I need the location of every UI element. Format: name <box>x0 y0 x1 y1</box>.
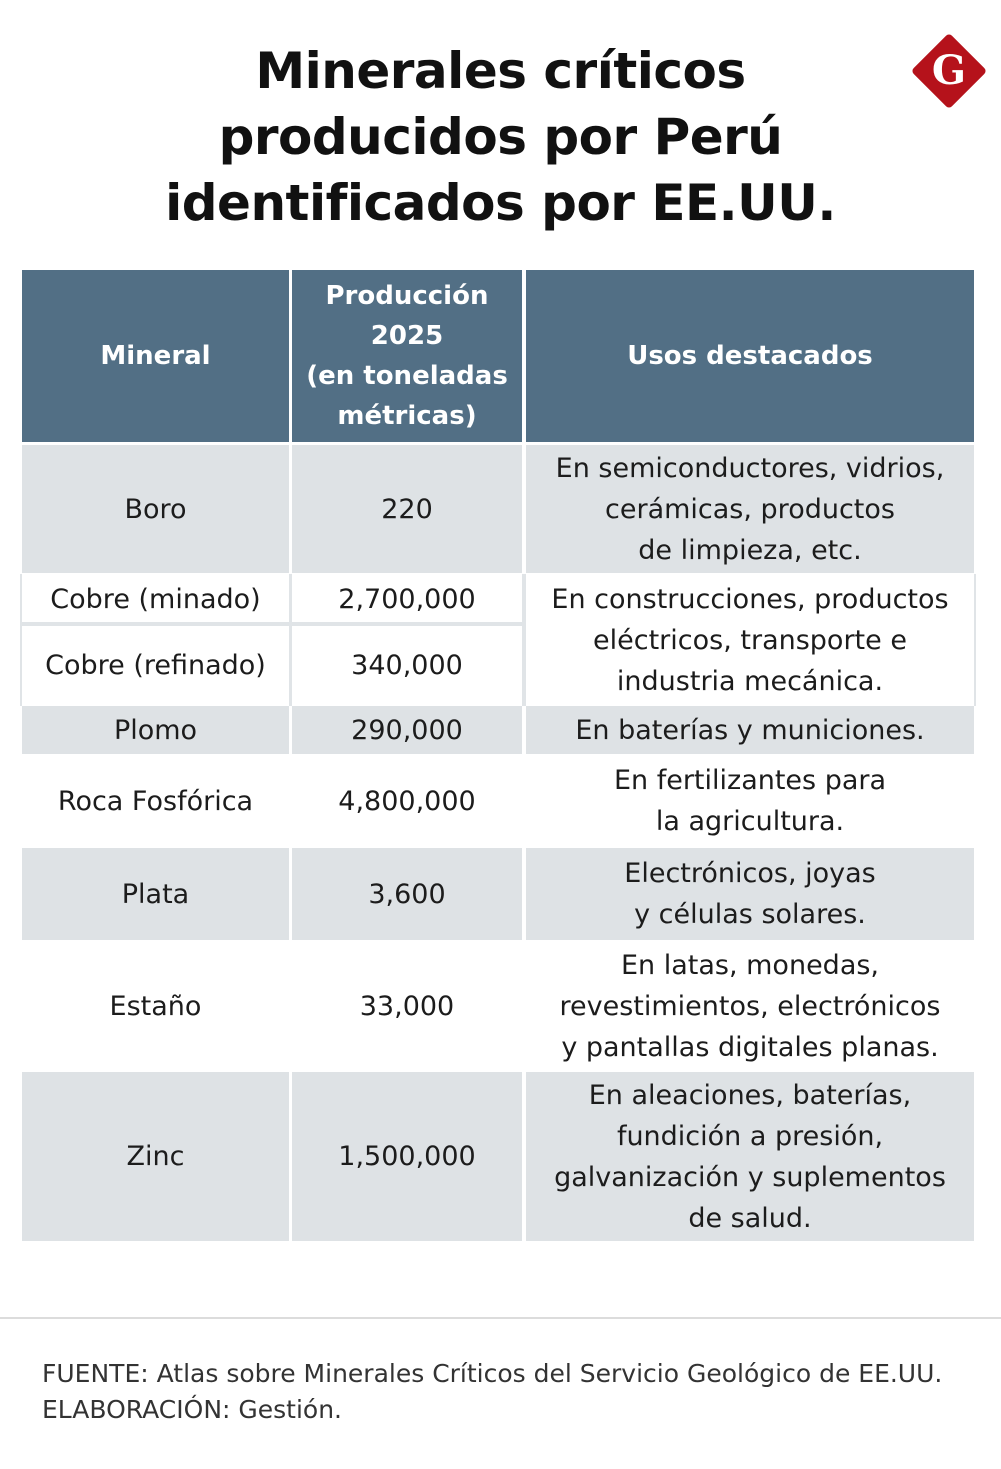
table-cell-production: 1,500,000 <box>292 1072 522 1241</box>
table-cell-uses: En baterías y municiones. <box>526 706 974 754</box>
source-text: FUENTE: Atlas sobre Minerales Críticos del Servicio Geológico de EE.UU. <box>42 1359 943 1388</box>
table-cell-mineral: Cobre (minado) <box>22 576 289 622</box>
gestion-logo-icon <box>912 34 986 108</box>
table-cell-production: 33,000 <box>292 943 522 1069</box>
table-cell-mineral: Boro <box>22 445 289 573</box>
table-cell-uses <box>526 445 974 573</box>
uses-line: de salud. <box>688 1202 812 1234</box>
table-cell-uses-cobre <box>526 576 974 704</box>
header-production-line: 2025 <box>370 321 444 351</box>
cell-border <box>522 574 526 706</box>
uses-line: Electrónicos, joyas <box>624 858 876 889</box>
table-cell-mineral: Plomo <box>22 706 289 754</box>
uses-line: la agricultura. <box>655 806 845 837</box>
page-title <box>0 38 1001 236</box>
table-cell-production: 2,700,000 <box>292 576 522 622</box>
cell-border <box>974 574 976 706</box>
uses-line: galvanización y suplementos <box>554 1161 946 1193</box>
uses-line: eléctricos, transporte e <box>593 624 907 656</box>
header-production-line: (en toneladas <box>306 361 508 391</box>
table-cell-uses <box>526 1072 974 1241</box>
uses-line: En aleaciones, baterías, <box>588 1079 912 1111</box>
table-cell-mineral: Plata <box>22 848 289 940</box>
uses-line: En semiconductores, vidrios, <box>555 452 945 484</box>
table-cell-production: 290,000 <box>292 706 522 754</box>
uses-line: fundición a presión, <box>616 1120 884 1152</box>
title-line-3: identificados por EE.UU. <box>165 174 836 232</box>
uses-line: y pantallas digitales planas. <box>561 1031 939 1063</box>
uses-line: y células solares. <box>634 899 866 930</box>
header-production-line: métricas) <box>337 401 477 431</box>
title-line-2: producidos por Perú <box>218 108 783 166</box>
uses-line: En latas, monedas, <box>620 949 880 981</box>
table-cell-uses <box>526 757 974 845</box>
table-cell-production: 340,000 <box>292 626 522 704</box>
footer-divider <box>0 1317 1001 1319</box>
uses-line: de limpieza, etc. <box>638 534 862 566</box>
uses-line: industria mecánica. <box>616 665 884 697</box>
uses-line: En fertilizantes para <box>613 765 887 796</box>
uses-line: En construcciones, productos <box>551 583 949 615</box>
table-cell-mineral: Cobre (refinado) <box>22 626 289 704</box>
table-cell-production: 3,600 <box>292 848 522 940</box>
logo-letter: G <box>931 47 967 94</box>
cell-border <box>20 574 22 706</box>
table-cell-production: 220 <box>292 445 522 573</box>
uses-line: cerámicas, productos <box>605 493 895 525</box>
title-line-1: Minerales críticos <box>255 42 746 100</box>
header-production <box>292 270 522 442</box>
source-note <box>42 1356 942 1428</box>
header-production-line: Producción <box>325 281 489 311</box>
header-uses: Usos destacados <box>526 270 974 442</box>
uses-line: revestimientos, electrónicos <box>559 990 941 1022</box>
table-cell-production: 4,800,000 <box>292 757 522 845</box>
table-cell-uses <box>526 943 974 1069</box>
credit-text: ELABORACIÓN: Gestión. <box>42 1395 342 1424</box>
cell-border <box>289 574 292 706</box>
table-cell-mineral: Zinc <box>22 1072 289 1241</box>
table-cell-mineral: Roca Fosfórica <box>22 757 289 845</box>
header-mineral: Mineral <box>22 270 289 442</box>
table-cell-uses <box>526 848 974 940</box>
table-cell-mineral: Estaño <box>22 943 289 1069</box>
